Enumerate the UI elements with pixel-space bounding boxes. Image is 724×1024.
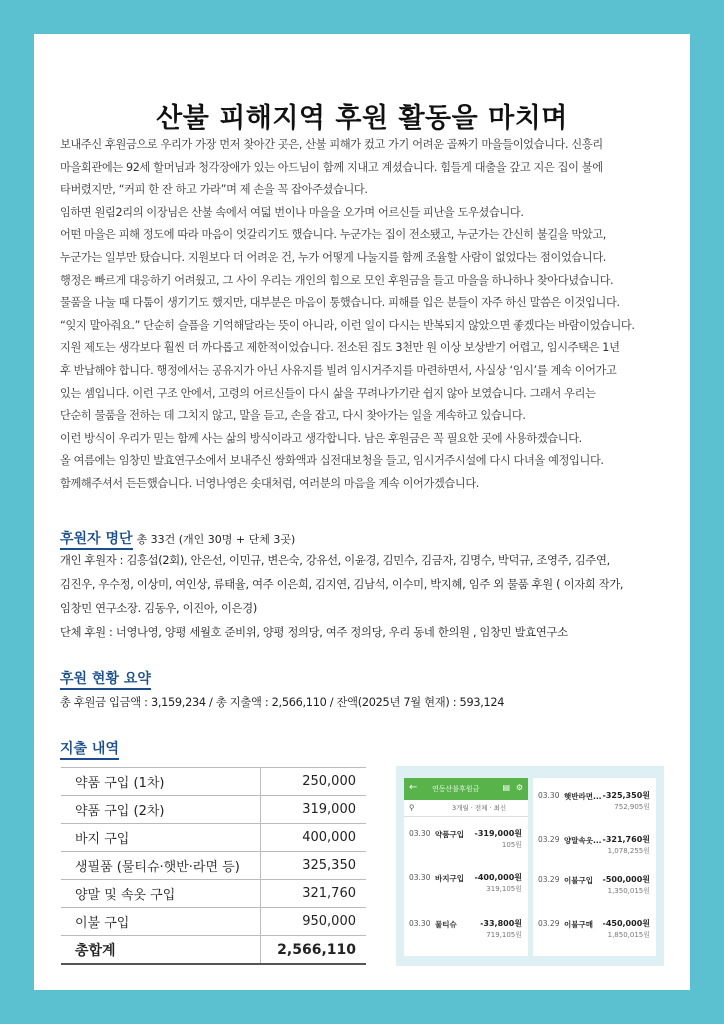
tx-amount: -325,350원 — [602, 791, 650, 800]
expenses-heading-text: 지출 내역 — [60, 741, 119, 760]
expense-label: 양말 및 속옷 구입 — [61, 880, 261, 908]
expense-amount: 325,350 — [261, 852, 367, 880]
tx-amount: -319,000원 — [474, 829, 522, 838]
tx-amount: -400,000원 — [474, 873, 522, 882]
document-icon[interactable]: ▤ — [502, 783, 510, 792]
total-label: 총합계 — [61, 936, 261, 965]
transaction-item[interactable] — [533, 830, 656, 868]
tx-amount: -33,800원 — [480, 919, 522, 928]
bank-panel-left — [404, 778, 528, 956]
body-line: 임하면 원림2리의 이장님은 산불 속에서 여덟 번이나 마을을 오가며 어르신들 피난을 도우셨습니다. — [60, 205, 524, 219]
tx-amount: -500,000원 — [602, 875, 650, 884]
expenses-heading — [60, 738, 119, 758]
table-row — [61, 824, 366, 852]
body-line: 물품을 나눌 때 다툼이 생기기도 했지만, 대부분은 마음이 통했습니다. 피해를 입은 분들이 자주 하신 말씀은 이것입니다. — [60, 296, 620, 310]
tx-balance: 1,850,015원 — [607, 931, 650, 939]
donors-heading-text: 후원자 명단 — [60, 531, 133, 550]
gear-icon[interactable]: ⚙ — [515, 783, 523, 792]
table-row — [61, 796, 366, 824]
tx-name: 물티슈 — [435, 920, 457, 929]
expense-amount: 321,760 — [261, 880, 367, 908]
table-row — [61, 908, 366, 936]
expense-label: 생필품 (물티슈·햇반·라면 등) — [61, 852, 261, 880]
expense-amount: 250,000 — [261, 768, 367, 796]
donors-count: 총 33건 (개인 30명 + 단체 3곳) — [136, 533, 296, 546]
body-line: 이런 방식이 우리가 믿는 함께 사는 삶의 방식이라고 생각합니다. 남은 후원금은 꼭 필요한 곳에 사용하겠습니다. — [60, 431, 582, 445]
summary-text: 총 후원금 입금액 : 3,159,234 / 총 지출액 : 2,566,110 / 잔액(2025년 7월 현재) : 593,124 — [60, 696, 505, 709]
expense-amount: 950,000 — [261, 908, 367, 936]
donors-heading — [60, 528, 295, 548]
transaction-item[interactable] — [404, 868, 528, 906]
total-amount: 2,566,110 — [261, 936, 367, 965]
donor-line: 임창민 연구소장. 김동우, 이진아, 이은경) — [60, 602, 257, 615]
summary-heading — [60, 668, 151, 688]
tx-amount: -321,760원 — [602, 835, 650, 844]
tx-balance: 105원 — [501, 841, 522, 849]
letter-body — [60, 134, 666, 496]
search-icon[interactable]: ⚲ — [409, 803, 415, 812]
transaction-item[interactable] — [533, 914, 656, 952]
transaction-item[interactable] — [533, 786, 656, 824]
tx-date: 03.29 — [538, 875, 560, 884]
back-arrow-icon[interactable]: ← — [409, 782, 418, 793]
expense-label: 약품 구입 (1차) — [61, 768, 261, 796]
filter-label: 3개월 · 전체 · 최신 — [452, 804, 507, 812]
tx-date: 03.30 — [409, 919, 431, 928]
bank-screenshot — [396, 766, 664, 966]
body-line: 단순히 물품을 전하는 데 그치지 않고, 말을 듣고, 손을 잡고, 다시 찾아가는 일을 계속하고 있습니다. — [60, 409, 526, 423]
expense-table — [61, 767, 366, 965]
table-row — [61, 852, 366, 880]
donor-line: 단체 후원 : 너영나영, 양평 세월호 준비위, 양평 정의당, 여주 정의당, 우리 동네 한의원 , 임창민 발효연구소 — [60, 626, 568, 639]
tx-balance: 719,105원 — [486, 931, 522, 939]
transaction-item[interactable] — [404, 824, 528, 862]
tx-balance: 752,905원 — [614, 803, 650, 811]
expense-label: 이불 구입 — [61, 908, 261, 936]
transaction-item[interactable] — [404, 914, 528, 952]
tx-date: 03.30 — [409, 873, 431, 882]
page-title: 산불 피해지역 후원 활동을 마치며 — [156, 103, 568, 134]
tx-name: 햇반라면... — [564, 792, 602, 801]
total-row — [61, 936, 366, 965]
tx-date: 03.29 — [538, 919, 560, 928]
tx-date: 03.29 — [538, 835, 560, 844]
tx-balance: 1,078,255원 — [607, 847, 650, 855]
transaction-item[interactable] — [533, 870, 656, 908]
body-line: 있는 셈입니다. 이런 구조 안에서, 고령의 어르신들이 다시 삶을 꾸려나가기란 쉽지 않아 보였습니다. 그래서 우리는 — [60, 386, 596, 400]
body-line: 함께해주셔서 든든했습니다. 너영나영은 솟대처럼, 여러분의 마음을 계속 이어가겠습니다. — [60, 476, 479, 490]
tx-name: 양말속옷... — [564, 836, 602, 845]
bank-panel-right — [533, 778, 656, 956]
app-header — [404, 778, 528, 800]
body-line: 지원 제도는 생각보다 훨씬 더 까다롭고 제한적이었습니다. 전소된 집도 3천만 원 이상 보상받기 어렵고, 임시주택은 1년 — [60, 341, 620, 355]
filter-bar[interactable] — [404, 800, 528, 817]
donor-line: 개인 후원자 : 김흥섭(2회), 안은선, 이민규, 변은숙, 강유선, 이윤경, 김민수, 김금자, 김명수, 박덕규, 조영주, 김주연, — [60, 554, 610, 567]
body-line: 후 반납해야 합니다. 행정에서는 공유지가 아닌 사유지를 빌려 임시거주지를 마련하면서, 사실상 ‘임시’를 계속 이어가고 — [60, 363, 617, 377]
body-line: 타버렸지만, “커피 한 잔 하고 가라”며 제 손을 꼭 잡아주셨습니다. — [60, 183, 368, 197]
body-line: 어떤 마을은 피해 정도에 따라 마음이 엇갈리기도 했습니다. 누군가는 집이 전소됐고, 누군가는 간신히 불길을 막았고, — [60, 228, 606, 242]
tx-name: 바지구입 — [435, 874, 464, 883]
body-line: 누군가는 일부만 탔습니다. 지원보다 더 어려운 건, 누가 어떻게 나눌지를 함께 조율할 사람이 없었다는 점이었습니다. — [60, 250, 606, 264]
expense-amount: 319,000 — [261, 796, 367, 824]
table-row — [61, 768, 366, 796]
tx-date: 03.30 — [409, 829, 431, 838]
summary-heading-text: 후원 현황 요약 — [60, 671, 151, 690]
body-line: 마을회관에는 92세 할머님과 청각장애가 있는 아드님이 함께 지내고 계셨습니다. 힘들게 대출을 갚고 지은 집이 불에 — [60, 160, 603, 174]
tx-amount: -450,000원 — [602, 919, 650, 928]
tx-date: 03.30 — [538, 791, 560, 800]
page — [34, 34, 690, 990]
tx-name: 약품구입 — [435, 830, 464, 839]
app-title: 연동산불후원금 — [432, 785, 480, 793]
body-line: 보내주신 후원금으로 우리가 가장 먼저 찾아간 곳은, 산불 피해가 컸고 가기 어려운 골짜기 마을들이었습니다. 신흥리 — [60, 138, 603, 151]
expense-amount: 400,000 — [261, 824, 367, 852]
table-row — [61, 880, 366, 908]
tx-balance: 1,350,015원 — [607, 887, 650, 895]
donor-line: 김진우, 우수정, 이상미, 여인상, 류태율, 여주 이은희, 김지연, 김남석, 이수미, 박지혜, 임주 외 물품 후원 ( 이자희 작가, — [60, 578, 624, 591]
body-line: “잊지 말아줘요.” 단순히 슬픔을 기억해달라는 뜻이 아니라, 이런 일이 다시는 반복되지 않았으면 좋겠다는 바람이었습니다. — [60, 318, 635, 332]
body-line: 올 여름에는 임창민 발효연구소에서 보내주신 쌍화액과 십전대보청을 들고, 임시거주시설에 다시 다녀올 예정입니다. — [60, 454, 604, 468]
tx-balance: 319,105원 — [486, 885, 522, 893]
expense-label: 약품 구입 (2차) — [61, 796, 261, 824]
tx-name: 이불구입 — [564, 876, 593, 885]
tx-name: 이불구매 — [564, 920, 593, 929]
body-line: 행정은 빠르게 대응하기 어려웠고, 그 사이 우리는 개인의 힘으로 모인 후원금을 들고 마을을 하나하나 찾아다녔습니다. — [60, 273, 614, 287]
expense-label: 바지 구입 — [61, 824, 261, 852]
